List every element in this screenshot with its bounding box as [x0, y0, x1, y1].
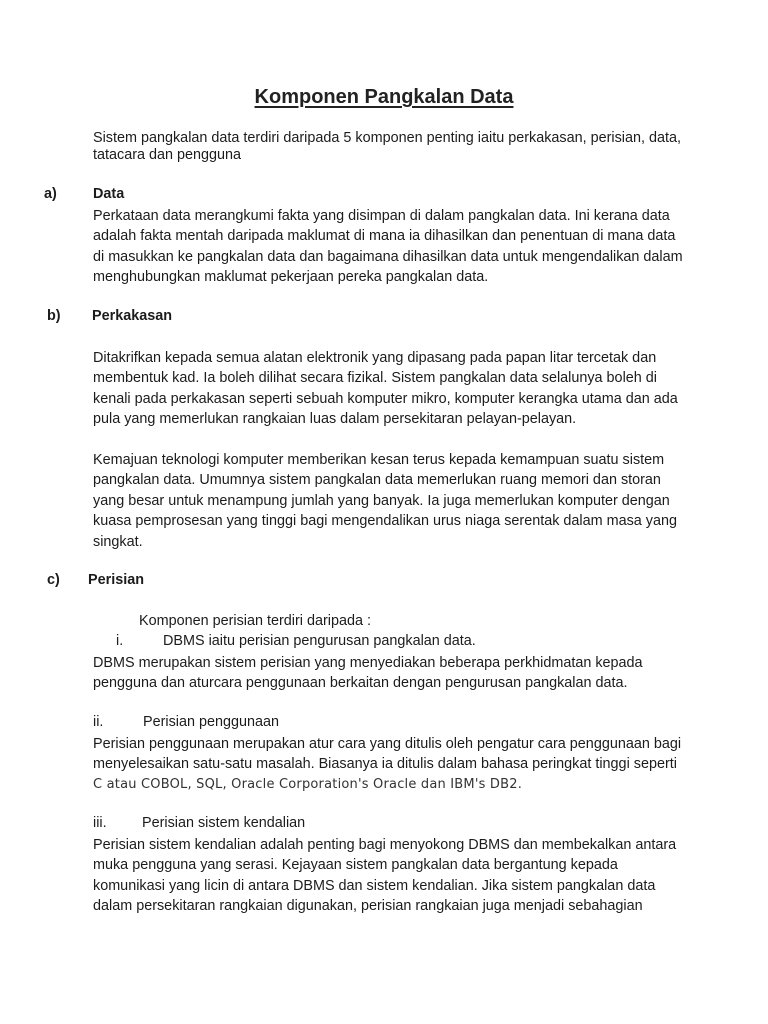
- text-line: Sistem pangkalan data terdiri daripada 5 komponen penting iaitu perkakasan, perisian, data,: [93, 130, 681, 146]
- text-line: yang besar untuk menampung jumlah yang banyak. Ia juga memerlukan komputer dengan: [93, 492, 670, 509]
- item-iii-title: Perisian sistem kendalian: [142, 815, 306, 831]
- text-line: dalam persekitaran rangkaian digunakan, perisian rangkaian juga menjadi sebahagian: [93, 898, 643, 915]
- section-b-paragraph-2: [93, 450, 693, 552]
- text-line: pangkalan data. Umumnya sistem pangkalan data memerlukan ruang memori dan storan: [93, 472, 661, 489]
- item-ii-numeral: ii.: [93, 714, 104, 730]
- section-c-heading: Perisian: [88, 572, 144, 588]
- section-a-marker: a): [44, 186, 57, 202]
- text-line: pula yang memerlukan rangkaian luas dalam persekitaran pelayan-pelayan.: [93, 411, 577, 428]
- text-line: membentuk kad. Ia boleh dilihat secara fizikal. Sistem pangkalan data selalunya boleh di: [93, 370, 657, 387]
- section-b-heading: Perkakasan: [92, 308, 173, 324]
- text-line: pengguna dan aturcara penggunaan berkaitan dengan pengurusan pangkalan data.: [93, 675, 628, 692]
- text-line: muka pengguna yang serasi. Kejayaan sistem pangkalan data bergantung kepada: [93, 857, 618, 874]
- text-line: Ditakrifkan kepada semua alatan elektronik yang dipasang pada papan litar tercetak dan: [93, 350, 657, 366]
- text-line: komunikasi yang licin di antara DBMS dan sistem kendalian. Jika sistem pangkalan data: [93, 877, 656, 894]
- section-b-paragraph-1: [93, 348, 693, 430]
- intro-paragraph: [93, 130, 693, 164]
- item-i-title: DBMS iaitu perisian pengurusan pangkalan data.: [163, 633, 476, 649]
- text-line: Perisian sistem kendalian adalah penting bagi menyokong DBMS dan membekalkan antara: [93, 837, 677, 853]
- text-line: Perkataan data merangkumi fakta yang disimpan di dalam pangkalan data. Ini kerana data: [93, 208, 670, 224]
- section-c-intro: Komponen perisian terdiri daripada :: [139, 613, 371, 629]
- text-line: di masukkan ke pangkalan data dan bagaimana dihasilkan data untuk mengendalikan dalam: [93, 248, 683, 265]
- text-line: singkat.: [93, 533, 143, 550]
- text-line: kenali pada perkakasan seperti sebuah komputer mikro, komputer kerangka utama dan ada: [93, 390, 678, 407]
- text-line: C atau COBOL, SQL, Oracle Corporation's Oracle dan IBM's DB2.: [93, 776, 523, 792]
- text-line: Kemajuan teknologi komputer memberikan kesan terus kepada kemampuan suatu sistem: [93, 452, 665, 468]
- text-line: tatacara dan pengguna: [93, 147, 242, 163]
- section-a-paragraph: [93, 206, 693, 288]
- section-c-marker: c): [47, 572, 60, 588]
- item-i-numeral: i.: [116, 633, 124, 649]
- text-line: DBMS merupakan sistem perisian yang menyediakan beberapa perkhidmatan kepada: [93, 655, 643, 671]
- section-b-marker: b): [47, 308, 61, 324]
- section-a-heading: Data: [93, 186, 125, 202]
- text-line: Perisian penggunaan merupakan atur cara yang ditulis oleh pengatur cara penggunaan bagi: [93, 736, 682, 752]
- page-title: Komponen Pangkalan Data: [254, 86, 514, 108]
- item-iii-numeral: iii.: [93, 815, 107, 831]
- item-iii-paragraph: [93, 835, 693, 917]
- item-i-paragraph: [93, 653, 693, 694]
- item-ii-title: Perisian penggunaan: [143, 714, 280, 730]
- item-ii-paragraph: [93, 734, 693, 795]
- text-line: menghubungkan maklumat pekerjaan pereka pangkalan data.: [93, 269, 489, 286]
- text-line: kuasa pemprosesan yang tinggi bagi mengendalikan urus niaga serentak dalam masa yang: [93, 513, 677, 530]
- text-line: menyelesaikan satu-satu masalah. Biasanya ia ditulis dalam bahasa peringkat tinggi seperti: [93, 756, 677, 773]
- text-line: adalah fakta mentah daripada maklumat di mana ia dihasilkan dan penentuan di mana data: [93, 228, 676, 245]
